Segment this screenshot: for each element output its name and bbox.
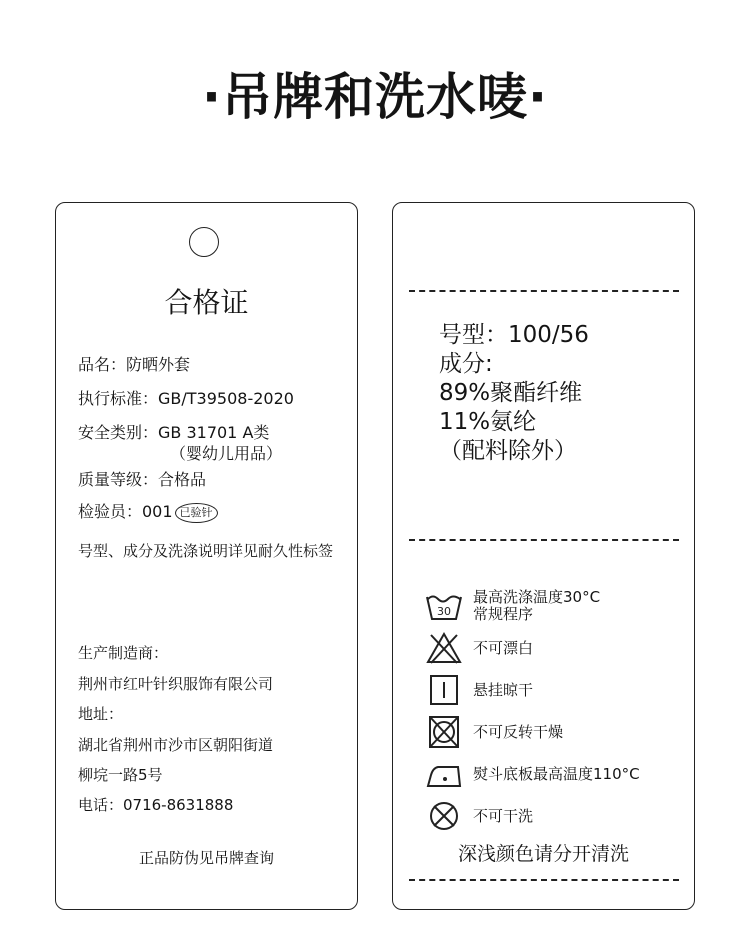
hang-dry-icon bbox=[425, 673, 463, 707]
care-row bbox=[425, 799, 533, 833]
no-bleach-icon bbox=[425, 631, 463, 665]
address-line-2: 柳垸一路5号 bbox=[78, 766, 163, 784]
color-separation-note: 深浅颜色请分开清洗 bbox=[457, 843, 629, 865]
no-tumble-dry-icon bbox=[425, 715, 463, 749]
inspector: 检验员：001 bbox=[78, 502, 173, 521]
safety-category-note: （婴幼儿用品） bbox=[170, 444, 283, 463]
needle-checked-seal: 已验针 bbox=[175, 503, 218, 523]
execution-standard: 执行标准：GB/T39508-2020 bbox=[78, 389, 294, 408]
dashed-divider bbox=[409, 290, 679, 292]
fiber-spandex: 11%氨纶 bbox=[439, 409, 537, 435]
composition-label: 成分: bbox=[439, 351, 493, 377]
certificate-title: 合格证 bbox=[164, 286, 249, 319]
durable-label-notice: 号型、成分及洗涤说明详见耐久性标签 bbox=[78, 542, 334, 560]
care-text bbox=[473, 589, 600, 623]
dashed-divider bbox=[409, 879, 679, 881]
dashed-divider bbox=[409, 539, 679, 541]
inspector-row bbox=[78, 502, 218, 523]
care-label-card bbox=[392, 202, 695, 910]
care-text: 不可干洗 bbox=[473, 806, 534, 825]
wash-temp-label: 30 bbox=[437, 605, 451, 618]
quality-grade: 质量等级：合格品 bbox=[78, 470, 207, 489]
fiber-polyester: 89%聚酯纤维 bbox=[439, 380, 583, 406]
address-line-1: 湖北省荆州市沙市区朝阳街道 bbox=[78, 736, 274, 754]
manufacturer-label: 生产制造商： bbox=[78, 644, 169, 662]
iron-110-icon bbox=[425, 757, 463, 791]
address-label: 地址： bbox=[78, 705, 124, 723]
care-text: 不可漂白 bbox=[473, 638, 534, 657]
tag-hole bbox=[189, 227, 219, 257]
anti-counterfeit-note: 正品防伪见吊牌查询 bbox=[138, 849, 274, 867]
size-composition-block bbox=[439, 321, 589, 466]
care-row bbox=[425, 673, 533, 707]
care-text: 不可反转干燥 bbox=[473, 722, 564, 741]
care-text: 熨斗底板最高温度110°C bbox=[473, 764, 640, 783]
no-dry-clean-icon bbox=[425, 799, 463, 833]
wash-program-text: 常规程序 bbox=[473, 605, 534, 623]
care-row bbox=[425, 631, 533, 665]
size-spec: 号型：100/56 bbox=[439, 322, 589, 348]
safety-category: 安全类别：GB 31701 A类 bbox=[78, 423, 270, 442]
wash-temp-text: 最高洗涤温度30°C bbox=[473, 588, 601, 606]
product-name: 品名：防晒外套 bbox=[78, 355, 191, 374]
trim-exclusion: （配料除外） bbox=[439, 438, 577, 464]
care-row bbox=[425, 715, 563, 749]
page-title: ·吊牌和洗水唛· bbox=[202, 68, 548, 126]
care-text: 悬挂晾干 bbox=[473, 680, 534, 699]
manufacturer-name: 荆州市红叶针织服饰有限公司 bbox=[78, 675, 274, 693]
care-row bbox=[425, 589, 600, 623]
care-row bbox=[425, 757, 640, 791]
hang-tag-card bbox=[55, 202, 358, 910]
phone: 电话：0716-8631888 bbox=[78, 796, 234, 814]
wash-30-icon bbox=[425, 589, 463, 623]
